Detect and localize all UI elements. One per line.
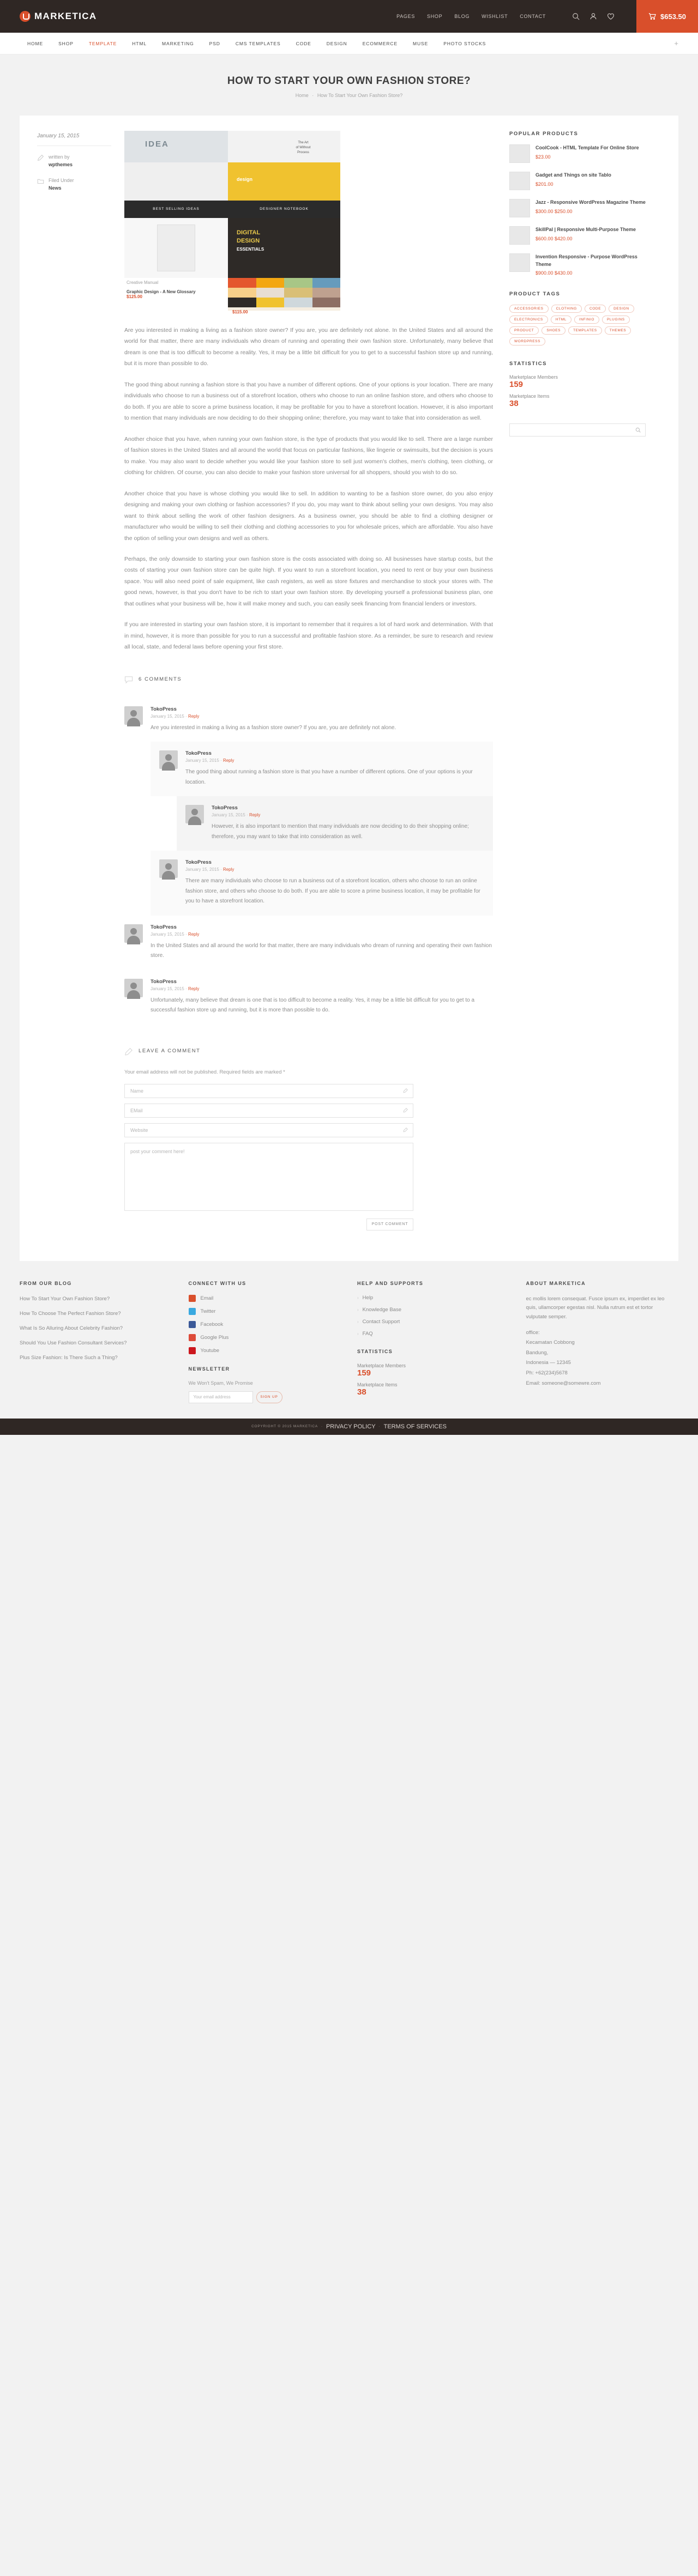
terms-of-services-link[interactable]: TERMS OF SERVICES	[383, 1423, 447, 1430]
footer-blog-title: FROM OUR BLOG	[20, 1280, 72, 1286]
comment-meta: January 15, 2015 · Reply	[151, 713, 200, 719]
social-label: Google Plus	[200, 1334, 229, 1341]
folder-icon	[37, 178, 44, 185]
footer-help-column	[357, 1281, 510, 1403]
nav-template[interactable]: TEMPLATE	[88, 40, 117, 46]
comment-date: January 15, 2015	[212, 813, 245, 818]
comment-icon	[124, 676, 133, 683]
comment-item	[177, 796, 493, 851]
nav-design[interactable]: DESIGN	[326, 40, 347, 46]
tag[interactable]: ELECTRONICS	[509, 316, 548, 324]
tag[interactable]: CLOTHING	[551, 305, 582, 313]
comment-text: In the United States and all around the world for that matter, there are many individuals who dream of running and operating their own fashion store.	[151, 942, 492, 959]
top-nav-pages[interactable]: PAGES	[396, 14, 416, 19]
nav-cms-templates[interactable]: CMS TEMPLATES	[235, 40, 281, 46]
comment-item	[124, 970, 493, 1025]
help-link-label: FAQ	[362, 1330, 373, 1337]
product-thumbnail	[509, 172, 530, 190]
footer-help-link[interactable]	[357, 1319, 497, 1325]
footer-help-link[interactable]	[357, 1307, 497, 1313]
swatch	[228, 278, 256, 288]
nav-code[interactable]: CODE	[296, 40, 311, 46]
pencil-icon	[403, 1088, 408, 1093]
paragraph: Are you interested in making a living as a fashion store owner? If you are, you are definitely not alone. In the United States and all around the world for that matter, there are many individuals who dream of running and operating their own fashion store. Unfortunately, many believe that dream is one that is too difficult to become a reality. Yes, it may be a little bit difficult for you to get to a successful fashion store up and running, but it is more than possible to do.	[124, 327, 493, 367]
sidebar	[509, 131, 646, 1231]
footer-blog-link[interactable]: Plus Size Fashion: Is There Such a Thing?	[20, 1355, 118, 1361]
comment-meta: January 15, 2015 · Reply	[151, 986, 200, 991]
comment-author[interactable]: TokoPress	[185, 750, 212, 757]
comment-reply-link[interactable]: Reply	[249, 813, 261, 818]
chevron-right-icon: ›	[357, 1307, 359, 1312]
newsletter-signup-button[interactable]: SIGN UP	[256, 1391, 282, 1403]
product-thumbnail	[509, 253, 530, 272]
comment-date: January 15, 2015	[185, 758, 219, 763]
social-label: Email	[200, 1295, 214, 1301]
newsletter-form	[189, 1391, 328, 1403]
heart-icon[interactable]	[607, 13, 615, 20]
product-name[interactable]: CoolCook - HTML Template For Online Store	[535, 145, 639, 150]
gallery-product-info	[124, 278, 228, 311]
swatch	[228, 298, 256, 307]
bottom-separator: ·	[378, 1425, 381, 1429]
pencil-icon	[124, 1047, 133, 1055]
gallery-image-idea[interactable]: IDEA	[124, 131, 228, 162]
product-price: $900.00 $430.00	[535, 270, 573, 276]
swatch	[284, 298, 312, 307]
paragraph: Perhaps, the only downside to starting your own fashion store is the costs associated with doing so. All businesses have startup costs, but the costs of starting your own fashion store can be quite high. If you want to run a storefront location, you need to rent or buy your own business space. You will also need point of sale equipment, like cash registers, as well as store fixtures and merchandise to stock your stores with. The good news, however, is that you don't have to be rich to start your own fashion store. By developing yourself a professional business plan, one that outlines what your business will be, how it will make money and such, you can easily seek financing from financial lenders or investors.	[124, 555, 493, 607]
avatar	[159, 859, 178, 878]
social-link-google-plus[interactable]	[189, 1334, 328, 1341]
avatar	[185, 805, 204, 823]
top-nav-contact[interactable]: CONTACT	[520, 14, 546, 19]
top-nav-wishlist[interactable]: WISHLIST	[482, 14, 508, 19]
paragraph: If you are interested in starting your own fashion store, it is important to remember that it requires a lot of hard work and determination. With that in mind, however, it is more than possible for you to run a successful and profitable fashion store. As a reminder, be sure to research and review all local, state, and federal laws before opening your first store.	[124, 621, 493, 651]
comments-count-label: 6 COMMENTS	[139, 676, 182, 683]
popular-products-widget	[509, 131, 646, 276]
comment-author[interactable]: TokoPress	[212, 805, 238, 811]
tag-cloud	[509, 305, 646, 346]
avatar	[159, 750, 178, 769]
twitter-icon	[189, 1308, 196, 1315]
nav-shop[interactable]: SHOP	[58, 40, 74, 46]
footer-connect-title: CONNECT WITH US	[188, 1280, 246, 1286]
footer-about-title: ABOUT MARKETICA	[526, 1280, 586, 1286]
post-meta	[37, 131, 111, 311]
cart-button[interactable]	[636, 0, 698, 33]
comment-author[interactable]: TokoPress	[151, 924, 177, 930]
top-nav	[396, 0, 686, 33]
help-link-label: Contact Support	[362, 1318, 400, 1325]
swatch	[312, 298, 341, 307]
popular-products-title: POPULAR PRODUCTS	[509, 131, 579, 137]
social-label: Youtube	[200, 1347, 220, 1354]
footer-blog-column	[20, 1281, 172, 1403]
breadcrumb	[0, 93, 698, 98]
gallery-image-yellow[interactable]: design	[228, 162, 340, 201]
avatar	[124, 706, 143, 725]
comment-date: January 15, 2015	[185, 867, 219, 872]
tag[interactable]: PLUGINS	[602, 316, 630, 324]
form-note: Your email address will not be published. Required fields are marked *	[124, 1069, 285, 1075]
footer-stat-label: Marketplace Items	[357, 1381, 398, 1387]
comment-meta: January 15, 2015 · Reply	[185, 867, 234, 872]
page-header	[0, 54, 698, 116]
comment-reply-link[interactable]: Reply	[222, 867, 234, 872]
email-icon	[189, 1295, 196, 1302]
social-label: Twitter	[200, 1308, 216, 1314]
chevron-right-icon: ›	[357, 1319, 359, 1324]
name-field[interactable]	[124, 1084, 413, 1098]
comment-item	[124, 916, 493, 970]
gallery-swatches[interactable]	[228, 278, 340, 314]
post-gallery	[124, 131, 340, 314]
product-name[interactable]: Invention Responsive - Purpose WordPress Theme	[535, 254, 637, 267]
tag[interactable]: CODE	[585, 305, 606, 313]
nav-muse[interactable]: MUSE	[413, 40, 429, 46]
comment-date: January 15, 2015	[151, 986, 184, 991]
post-author	[37, 154, 111, 168]
nav-marketing[interactable]: MARKETING	[162, 40, 194, 46]
website-field-placeholder: Website	[130, 1127, 148, 1133]
stat-value: 38	[509, 399, 519, 408]
comment-reply-link[interactable]: Reply	[222, 758, 234, 763]
paragraph: Another choice that you have is whose clothing you would like to sell. In addition to wanting to be a fashion store owner, do you also enjoy designing and making your own clothing or fashion accessories? If you do, you may want to think about selling your own designs. You may also want to think about selling the work of other fashion designers. As a business owner, you should be able to find a clothing designer or manufacturer who would be willing to sell their clothing and clothing accessories to you for wholesale prices, which are affordable. You also have the option of selling your own designs and well as others.	[124, 490, 493, 542]
footer-blog-link[interactable]: How To Choose The Perfect Fashion Store?	[20, 1310, 121, 1317]
product-price: $300.00 $250.00	[535, 208, 573, 214]
sidebar-search-input[interactable]	[509, 423, 646, 437]
product-title[interactable]: Graphic Design - A New Glossary	[127, 289, 196, 294]
gallery-caption-right	[228, 201, 340, 218]
comment-reply-link[interactable]: Reply	[188, 986, 200, 991]
tag[interactable]: TEMPLATES	[568, 326, 602, 335]
gallery-image-glossary[interactable]	[124, 218, 228, 278]
address-line-2: Kecamatan Cobbong	[526, 1339, 575, 1346]
comment-date: January 15, 2015	[151, 713, 184, 719]
pencil-icon	[403, 1128, 408, 1132]
paragraph: Another choice that you have, when running your own fashion store, is the type of products that you would like to sell. There are a large number of fashion stores in the United States and all around the world that focus on particular fashions, like lingerie or swimsuits, but the decision is yours to make. You may also want to decide whether you would like your fashion store to sell just women's clothes, men's clothing, teen clothing, or clothing for children. Of course, you can also decide to make your fashion store universal for all shoppers, should you wish to do so.	[124, 435, 493, 476]
top-nav-shop[interactable]: SHOP	[427, 14, 443, 19]
page-title: HOW TO START YOUR OWN FASHION STORE?	[227, 75, 471, 87]
newsletter-email-input[interactable]: Your email address	[189, 1391, 253, 1403]
address-line-4: Indonesia — 12345	[526, 1360, 571, 1366]
cart-total: $653.50	[660, 12, 686, 21]
nav-psd[interactable]: PSD	[209, 40, 220, 46]
name-field-placeholder: Name	[130, 1088, 144, 1094]
leave-comment-heading	[37, 1047, 493, 1055]
product-thumbnail	[509, 226, 530, 245]
swatch	[312, 288, 341, 298]
tag[interactable]: ACCESSORIES	[509, 305, 549, 313]
stat-label: Marketplace Items	[509, 393, 550, 399]
author-label	[49, 154, 73, 168]
comment-date: January 15, 2015	[151, 931, 184, 937]
nav-ecommerce[interactable]: ECOMMERCE	[362, 40, 398, 46]
comment-text: The good thing about running a fashion store is that you have a number of different options. One of your options is your location.	[185, 769, 473, 785]
product-price: $201.00	[535, 181, 553, 187]
post-date: January 15, 2015	[37, 133, 111, 146]
main-content	[37, 131, 493, 1231]
breadcrumb-home[interactable]: Home	[295, 93, 309, 98]
tag[interactable]: INFINIO	[574, 316, 599, 324]
post-top	[37, 131, 493, 314]
chevron-right-icon: ›	[357, 1331, 359, 1336]
product-item[interactable]	[509, 199, 646, 217]
product-name[interactable]: Gadget and Things on site Tablo	[535, 172, 611, 178]
avatar	[124, 979, 143, 997]
category-label	[49, 177, 74, 192]
youtube-icon	[189, 1347, 196, 1354]
nav-more-button[interactable]: +	[674, 39, 678, 47]
logo[interactable]	[20, 11, 97, 22]
comment-item	[124, 698, 493, 742]
comment-item	[151, 851, 493, 916]
tag[interactable]: THEMES	[605, 326, 631, 335]
chevron-right-icon: ›	[357, 1295, 359, 1300]
leave-comment-label: LEAVE A COMMENT	[139, 1048, 201, 1054]
statistics-title: STATISTICS	[509, 361, 547, 367]
social-link-facebook[interactable]	[189, 1321, 328, 1328]
about-text: ec mollis lorem consequat. Fusce ipsum ex, imperdiet ex leo quis, ullamcorper egestas nisl. Nulla rutrum est et tortor vulputate semper.	[526, 1295, 665, 1320]
breadcrumb-current: How To Start Your Own Fashion Store?	[317, 93, 403, 98]
user-icon[interactable]	[589, 13, 597, 20]
email-field-placeholder: EMail	[130, 1107, 143, 1113]
comment-textarea[interactable]: post your comment here!	[124, 1143, 413, 1211]
comment-text: Are you interested in making a living as a fashion store owner? If you are, you are definitely not alone.	[151, 724, 396, 731]
swatch	[256, 298, 285, 307]
newsletter-note: We Won't Spam, We Promise	[188, 1380, 253, 1386]
swatch	[312, 278, 341, 288]
product-sub: Creative Manual	[127, 280, 159, 285]
comments-heading	[37, 676, 493, 683]
bottom-bar	[0, 1419, 698, 1435]
top-nav-blog[interactable]: BLOG	[454, 14, 470, 19]
facebook-icon	[189, 1321, 196, 1328]
swatch	[284, 278, 312, 288]
privacy-policy-link[interactable]: PRIVACY POLICY	[326, 1423, 376, 1430]
google-plus-icon	[189, 1334, 196, 1341]
product-price: $23.00	[535, 154, 551, 160]
product-item[interactable]	[509, 144, 646, 163]
product-name[interactable]: SkillPal | Responsive Multi-Purpose Theme	[535, 227, 636, 232]
search-icon[interactable]	[572, 13, 580, 20]
gallery-image-book[interactable]: The Art of Without Process	[228, 131, 340, 162]
stat-value: 159	[509, 380, 524, 389]
gallery-image-sketch[interactable]	[124, 162, 228, 201]
product-name[interactable]: Jazz - Responsive WordPress Magazine Theme	[535, 199, 646, 205]
tag[interactable]: WORDPRESS	[509, 337, 545, 346]
product-item[interactable]	[509, 253, 646, 276]
social-link-email[interactable]	[189, 1295, 328, 1302]
search-icon	[635, 427, 641, 433]
nav-photo-stocks[interactable]: PHOTO STOCKS	[443, 40, 486, 46]
cart-icon	[648, 13, 656, 20]
comment-form	[37, 1069, 493, 1231]
comment-meta: January 15, 2015 · Reply	[151, 931, 200, 937]
gallery-caption-left	[124, 201, 228, 218]
email-field[interactable]	[124, 1104, 413, 1118]
address-line-3: Bandung,	[526, 1349, 549, 1356]
product-tags-widget	[509, 291, 646, 346]
comment-item	[151, 742, 493, 796]
footer-help-title: HELP AND SUPPORTS	[357, 1280, 424, 1286]
comment-reply-link[interactable]: Reply	[188, 713, 200, 719]
footer-blog-link[interactable]: Should You Use Fashion Consultant Services?	[20, 1340, 127, 1347]
swatch	[284, 288, 312, 298]
product-thumbnail	[509, 144, 530, 163]
comment-author[interactable]: TokoPress	[151, 978, 177, 985]
tag[interactable]: SHOES	[541, 326, 565, 335]
nav-html[interactable]: HTML	[132, 40, 147, 46]
stat-label: Marketplace Members	[509, 374, 558, 380]
social-label: Facebook	[200, 1321, 224, 1328]
top-icons	[572, 13, 615, 20]
article-body	[37, 325, 493, 653]
product-price: $600.00 $420.00	[535, 235, 573, 241]
main-nav	[0, 33, 698, 54]
address-line-1: office:	[526, 1329, 540, 1336]
written-by-text: written by	[49, 154, 70, 160]
footer	[0, 1261, 698, 1419]
post-category	[37, 177, 111, 192]
product-thumbnail	[509, 199, 530, 217]
comment-author[interactable]: TokoPress	[151, 706, 177, 712]
category-name[interactable]: News	[49, 185, 62, 191]
social-link-youtube[interactable]	[189, 1347, 328, 1354]
comment-reply-link[interactable]: Reply	[188, 931, 200, 937]
footer-help-link[interactable]	[357, 1331, 497, 1337]
footer-stat-value: 38	[357, 1387, 366, 1397]
swatch	[228, 288, 256, 298]
pencil-icon	[37, 154, 44, 161]
swatch	[256, 278, 285, 288]
copyright-text: COPYRIGHT © 2015 MARKETICA	[251, 1425, 318, 1429]
logo-text: MARKETICA	[34, 11, 97, 21]
paragraph: The good thing about running a fashion store is that you have a number of different options. One of your options is your location. There are many individuals who choose to run a business out of a storefront location, others who choose to run an online fashion store, and others who choose to do both. If you are able to score a prime business location, it may be profitable for you to have a storefront location. However, it is also important to mention that many individuals are now deciding to do their shopping online; therefore, you may want to take that into consideration as well.	[124, 381, 493, 422]
tag[interactable]: DESIGN	[609, 305, 634, 313]
help-link-label: Help	[362, 1294, 374, 1301]
caption-right-text: DESIGNER NOTEBOOK	[260, 207, 309, 211]
author-name[interactable]: wpthemes	[49, 161, 73, 167]
footer-connect-column	[189, 1281, 341, 1403]
footer-blog-link[interactable]: How To Start Your Own Fashion Store?	[20, 1295, 110, 1302]
comment-author[interactable]: TokoPress	[185, 859, 212, 866]
footer-about-column	[526, 1281, 679, 1403]
swatch	[256, 288, 285, 298]
bottom-separator: ·	[321, 1425, 323, 1429]
phone: Ph: +62(234)5678	[526, 1370, 568, 1377]
email-address[interactable]: Email: someone@somewre.com	[526, 1380, 601, 1386]
caption-left-text: BEST SELLING IDEAS	[153, 207, 200, 211]
product-item[interactable]	[509, 226, 646, 245]
footer-help-link[interactable]	[357, 1295, 497, 1301]
footer-stat-label: Marketplace Members	[357, 1362, 406, 1368]
product-price: $125.00	[127, 294, 142, 299]
breadcrumb-separator: ·	[312, 93, 314, 98]
footer-blog-link[interactable]: What Is So Alluring About Celebrity Fashion?	[20, 1325, 123, 1332]
statistics-widget	[509, 361, 646, 408]
product-item[interactable]	[509, 172, 646, 190]
pencil-icon	[403, 1108, 408, 1113]
comments-list	[37, 698, 493, 1025]
newsletter-title: NEWSLETTER	[188, 1366, 230, 1372]
top-bar	[0, 0, 698, 33]
nav-home[interactable]: HOME	[27, 40, 44, 46]
comment-text: However, it is also important to mention that many individuals are now deciding to do their shopping online; therefore, you may want to take that into consideration as well.	[212, 823, 469, 840]
swatch-price: $115.00	[232, 310, 248, 314]
comment-text: There are many individuals who choose to run a business out of a storefront location, others who choose to run an online fashion store, and others who choose to do both. If you are able to score a prime business location, it may be profitable for you to have a storefront location.	[185, 878, 480, 905]
tag[interactable]: HTML	[551, 316, 571, 324]
gallery-image-digital-poster[interactable]: DIGITAL DESIGN ESSENTIALS	[228, 218, 340, 278]
avatar	[124, 924, 143, 943]
logo-icon	[20, 11, 31, 22]
comment-meta: January 15, 2015 · Reply	[212, 813, 261, 818]
product-tags-title: PRODUCT TAGS	[509, 291, 561, 297]
tag[interactable]: PRODUCT	[509, 326, 539, 335]
post-comment-button[interactable]: POST COMMENT	[366, 1219, 413, 1231]
help-link-label: Knowledge Base	[362, 1306, 401, 1313]
comment-meta: January 15, 2015 · Reply	[185, 758, 234, 763]
website-field[interactable]	[124, 1123, 413, 1137]
comment-text: Unfortunately, many believe that dream is one that is too difficult to become a reality. Yes, it may be a little bit difficult for you to get to a successful fashion store up and running, but it is more than possible to do.	[151, 997, 475, 1014]
filed-under-text: Filed Under	[49, 178, 74, 183]
social-link-twitter[interactable]	[189, 1308, 328, 1315]
page-wrapper	[20, 116, 678, 1261]
footer-statistics-title: STATISTICS	[357, 1348, 393, 1354]
footer-stat-value: 159	[357, 1368, 371, 1378]
swatch-grid	[228, 278, 340, 307]
